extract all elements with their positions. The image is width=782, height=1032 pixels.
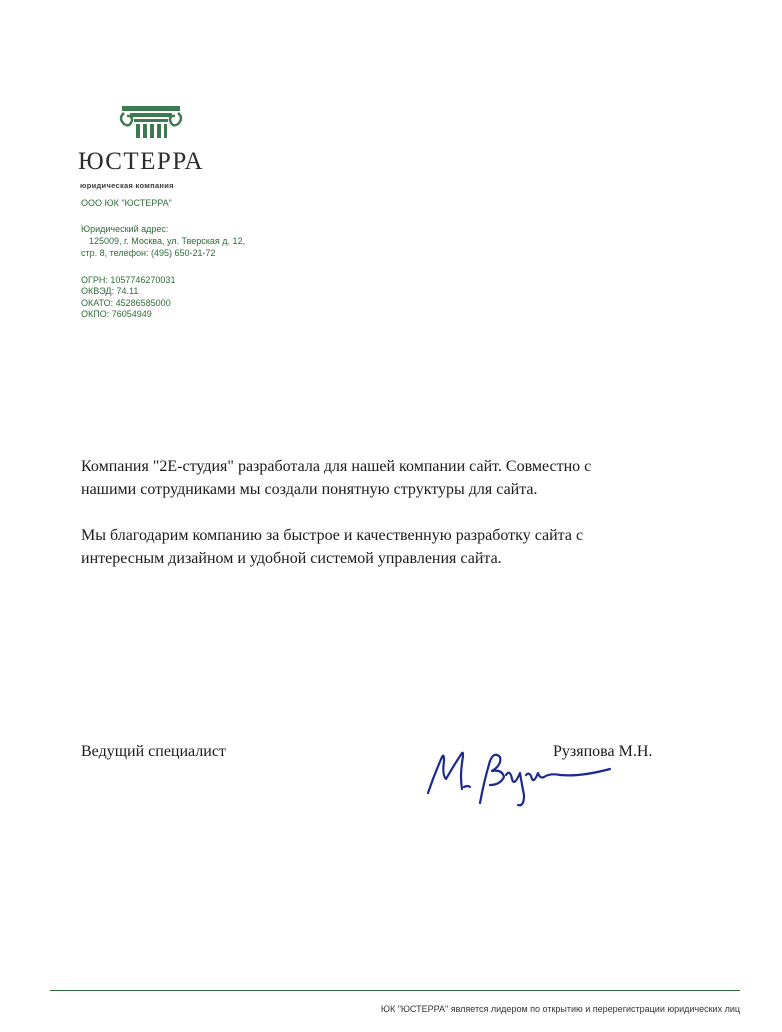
address-line-1: 125009, г. Москва, ул. Тверская д. 12, [89,236,246,246]
code-ogrn: ОГРН: 1057746270031 [81,275,176,285]
code-okato: ОКАТО: 45286585000 [81,298,171,308]
address-label: Юридический адрес: [81,224,169,234]
footer-text: ЮК "ЮСТЕРРА" является лидером по открытию и перерегистрации юридических лиц [380,1004,740,1014]
footer-divider [50,990,740,991]
signatory-title: Ведущий специалист [81,743,226,760]
brand-subtitle: юридическая компания [80,181,174,190]
code-okved: ОКВЭД: 74.11 [81,286,139,296]
paragraph-2-line-1: Мы благодарим компанию за быстрое и качественную разработку сайта с [81,527,584,544]
paragraph-2-line-2: интересным дизайном и удобной системой управления сайта. [81,550,502,567]
brand-name: ЮСТЕРРА [78,148,205,175]
paragraph-1 [81,455,701,501]
company-logo [78,104,228,190]
org-name: ООО ЮК "ЮСТЕРРА" [81,198,172,208]
signatory-name: Рузяпова М.Н. [553,743,653,760]
column-capital-icon [118,104,184,140]
code-okpo: ОКПО: 76054949 [81,309,152,319]
paragraph-1-line-1: Компания "2Е-студия" разработала для нашей компании сайт. Совместно с [81,458,592,475]
paragraph-2 [81,524,701,570]
paragraph-1-line-2: нашими сотрудниками мы создали понятную структуры для сайта. [81,481,538,498]
address-line-2: стр. 8, телефон: (495) 650-21-72 [81,248,216,258]
